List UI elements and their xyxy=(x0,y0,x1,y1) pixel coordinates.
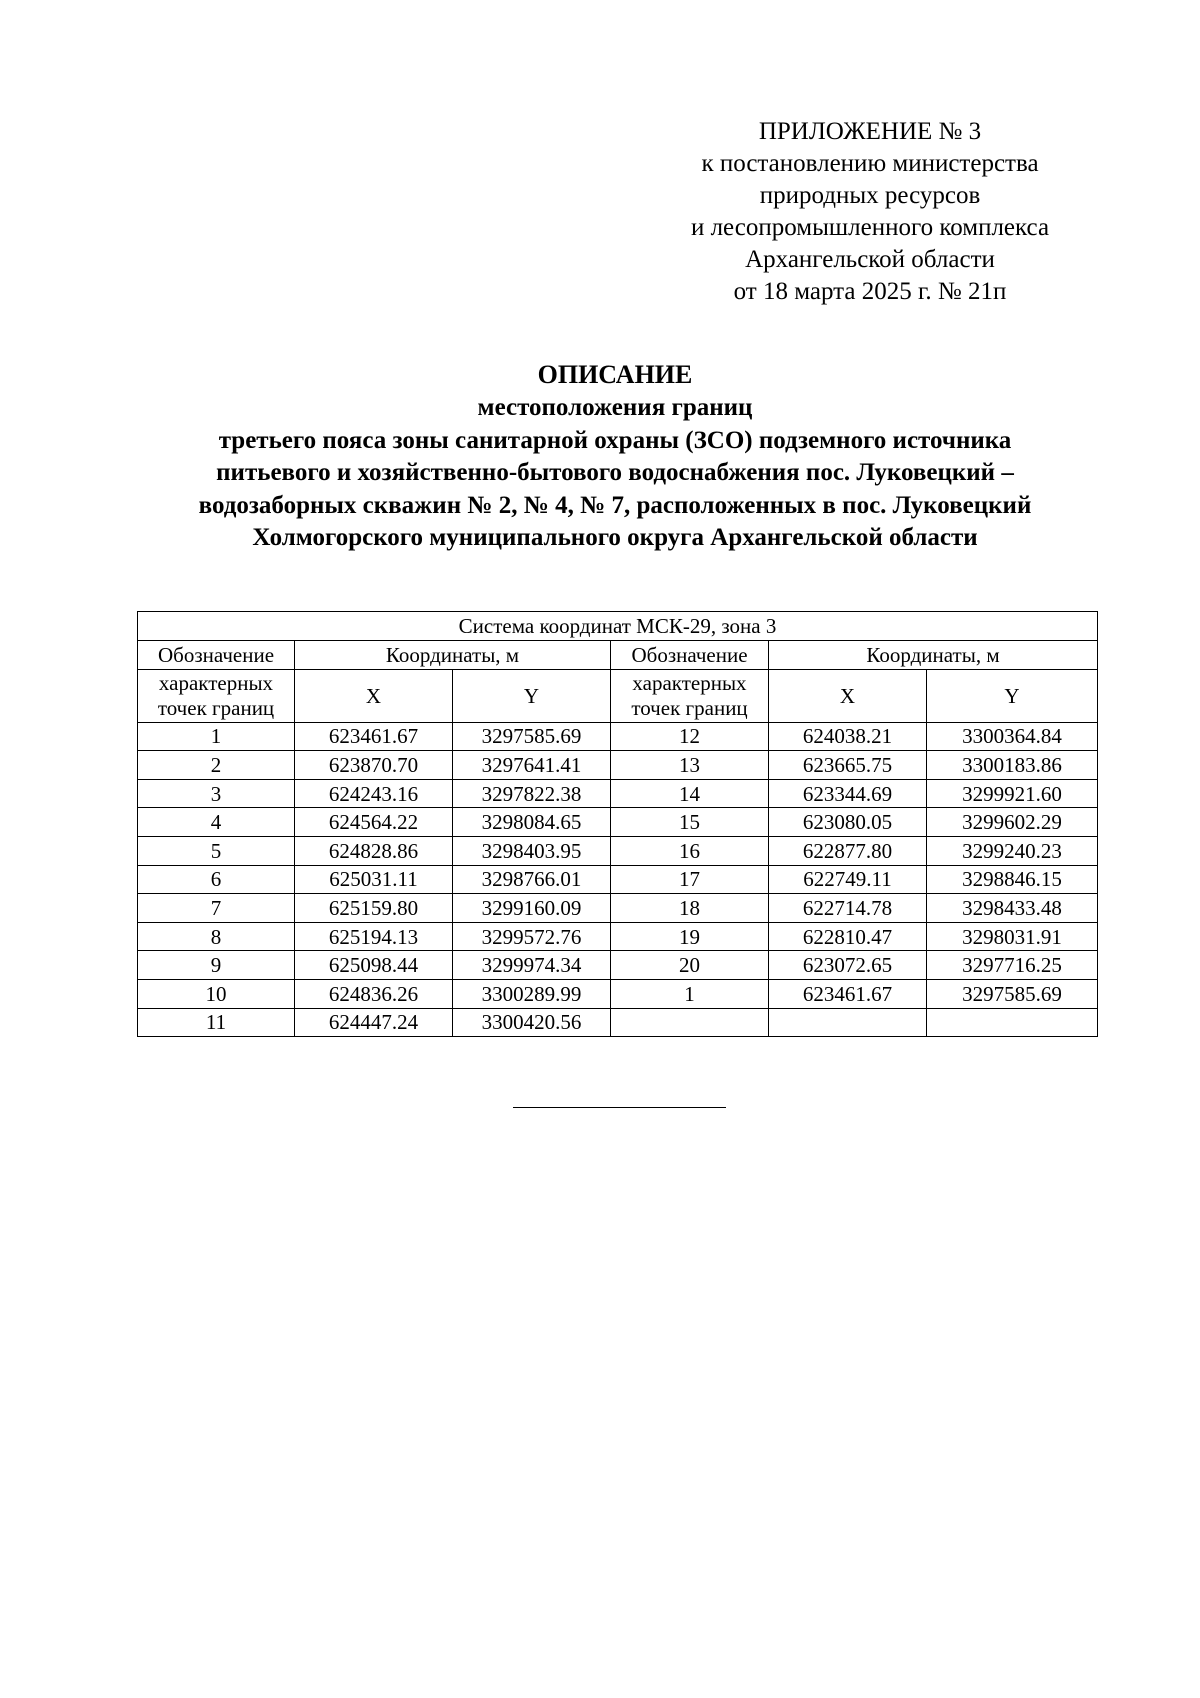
point-right-cell: 18 xyxy=(611,894,769,923)
x-right-cell: 622810.47 xyxy=(769,922,927,951)
y-left-cell: 3300420.56 xyxy=(453,1008,611,1037)
x-right-cell: 623080.05 xyxy=(769,808,927,837)
table-row xyxy=(138,779,1098,808)
y-right-cell: 3298846.15 xyxy=(927,865,1098,894)
point-right-cell: 14 xyxy=(611,779,769,808)
table-row xyxy=(138,865,1098,894)
point-right-cell: 1 xyxy=(611,979,769,1008)
y-right-cell: 3297585.69 xyxy=(927,979,1098,1008)
table-row xyxy=(138,808,1098,837)
appendix-header xyxy=(640,116,1100,308)
title-main: ОПИСАНИЕ xyxy=(537,360,693,389)
appendix-line: природных ресурсов xyxy=(759,182,981,209)
appendix-title: ПРИЛОЖЕНИЕ № 3 xyxy=(758,118,982,145)
point-left-cell: 6 xyxy=(138,865,295,894)
y-left-cell: 3299974.34 xyxy=(453,951,611,980)
table-row xyxy=(138,836,1098,865)
table-row xyxy=(138,722,1098,751)
y-right-cell: 3300364.84 xyxy=(927,722,1098,751)
point-left-cell: 10 xyxy=(138,979,295,1008)
x-left-cell: 624564.22 xyxy=(295,808,453,837)
x-right-cell: 622877.80 xyxy=(769,836,927,865)
point-header-right-cont xyxy=(611,669,769,722)
point-right-cell: 15 xyxy=(611,808,769,837)
table-row xyxy=(138,951,1098,980)
point-right-cell: 20 xyxy=(611,951,769,980)
x-right-cell: 623665.75 xyxy=(769,751,927,780)
y-right-cell: 3297716.25 xyxy=(927,951,1098,980)
header-line: характерных xyxy=(632,671,747,696)
closing-divider xyxy=(513,1107,726,1108)
x-right-cell: 624038.21 xyxy=(769,722,927,751)
point-left-cell: 2 xyxy=(138,751,295,780)
header-line: точек границ xyxy=(157,695,275,720)
y-right-cell xyxy=(927,1008,1098,1037)
x-right-cell: 622749.11 xyxy=(769,865,927,894)
title-line: третьего пояса зоны санитарной охраны (ЗСО) подземного источника xyxy=(218,426,1012,454)
y-left-cell: 3297822.38 xyxy=(453,779,611,808)
point-left-cell: 8 xyxy=(138,922,295,951)
y-right-cell: 3299602.29 xyxy=(927,808,1098,837)
appendix-line: к постановлению министерства xyxy=(701,150,1039,177)
point-left-cell: 7 xyxy=(138,894,295,923)
coords-header-left: Координаты, м xyxy=(295,641,611,670)
appendix-date: от 18 марта 2025 г. № 21п xyxy=(733,278,1007,305)
y-header-left: Y xyxy=(453,669,611,722)
point-left-cell: 4 xyxy=(138,808,295,837)
point-right-cell: 19 xyxy=(611,922,769,951)
point-left-cell: 3 xyxy=(138,779,295,808)
y-left-cell: 3298766.01 xyxy=(453,865,611,894)
y-left-cell: 3298403.95 xyxy=(453,836,611,865)
x-left-cell: 625159.80 xyxy=(295,894,453,923)
point-left-cell: 5 xyxy=(138,836,295,865)
x-left-cell: 623870.70 xyxy=(295,751,453,780)
header-line: точек границ xyxy=(631,695,748,720)
x-left-cell: 625098.44 xyxy=(295,951,453,980)
y-left-cell: 3299572.76 xyxy=(453,922,611,951)
point-right-cell: 12 xyxy=(611,722,769,751)
point-right-cell: 16 xyxy=(611,836,769,865)
table-row xyxy=(138,894,1098,923)
point-header-right: Обозначение xyxy=(611,641,769,670)
y-left-cell: 3298084.65 xyxy=(453,808,611,837)
x-left-cell: 624447.24 xyxy=(295,1008,453,1037)
y-right-cell: 3299921.60 xyxy=(927,779,1098,808)
y-right-cell: 3298031.91 xyxy=(927,922,1098,951)
y-left-cell: 3299160.09 xyxy=(453,894,611,923)
x-left-cell: 623461.67 xyxy=(295,722,453,751)
y-left-cell: 3297641.41 xyxy=(453,751,611,780)
appendix-line: и лесопромышленного комплекса xyxy=(690,214,1050,241)
table-row xyxy=(138,922,1098,951)
x-header-right: X xyxy=(769,669,927,722)
y-left-cell: 3300289.99 xyxy=(453,979,611,1008)
y-header-right: Y xyxy=(927,669,1098,722)
coordinate-system-header: Система координат МСК-29, зона 3 xyxy=(138,612,1098,641)
coordinates-table xyxy=(137,611,1098,1037)
point-left-cell: 9 xyxy=(138,951,295,980)
y-left-cell: 3297585.69 xyxy=(453,722,611,751)
x-right-cell: 623344.69 xyxy=(769,779,927,808)
header-line: характерных xyxy=(158,671,274,696)
title-line: местоположения границ xyxy=(477,394,753,421)
point-left-cell: 1 xyxy=(138,722,295,751)
title-line: водозаборных скважин № 2, № 4, № 7, расположенных в пос. Луковецкий xyxy=(198,491,1032,519)
point-header-left-cont xyxy=(138,669,295,722)
title-line: питьевого и хозяйственно-бытового водоснабжения пос. Луковецкий – xyxy=(216,459,1014,487)
y-right-cell: 3300183.86 xyxy=(927,751,1098,780)
table-row xyxy=(138,751,1098,780)
x-left-cell: 624243.16 xyxy=(295,779,453,808)
y-right-cell: 3298433.48 xyxy=(927,894,1098,923)
point-right-cell: 17 xyxy=(611,865,769,894)
appendix-line: Архангельской области xyxy=(745,246,995,273)
x-right-cell: 622714.78 xyxy=(769,894,927,923)
x-left-cell: 624828.86 xyxy=(295,836,453,865)
x-left-cell: 625194.13 xyxy=(295,922,453,951)
x-header-left: X xyxy=(295,669,453,722)
title-line: Холмогорского муниципального округа Архангельской области xyxy=(252,524,978,552)
x-left-cell: 625031.11 xyxy=(295,865,453,894)
point-right-cell: 13 xyxy=(611,751,769,780)
table-row xyxy=(138,979,1098,1008)
x-left-cell: 624836.26 xyxy=(295,979,453,1008)
document-title xyxy=(120,358,1110,555)
x-right-cell: 623072.65 xyxy=(769,951,927,980)
table-row xyxy=(138,1008,1098,1037)
x-right-cell xyxy=(769,1008,927,1037)
y-right-cell: 3299240.23 xyxy=(927,836,1098,865)
point-right-cell xyxy=(611,1008,769,1037)
point-left-cell: 11 xyxy=(138,1008,295,1037)
x-right-cell: 623461.67 xyxy=(769,979,927,1008)
coords-header-right: Координаты, м xyxy=(769,641,1098,670)
point-header-left: Обозначение xyxy=(138,641,295,670)
